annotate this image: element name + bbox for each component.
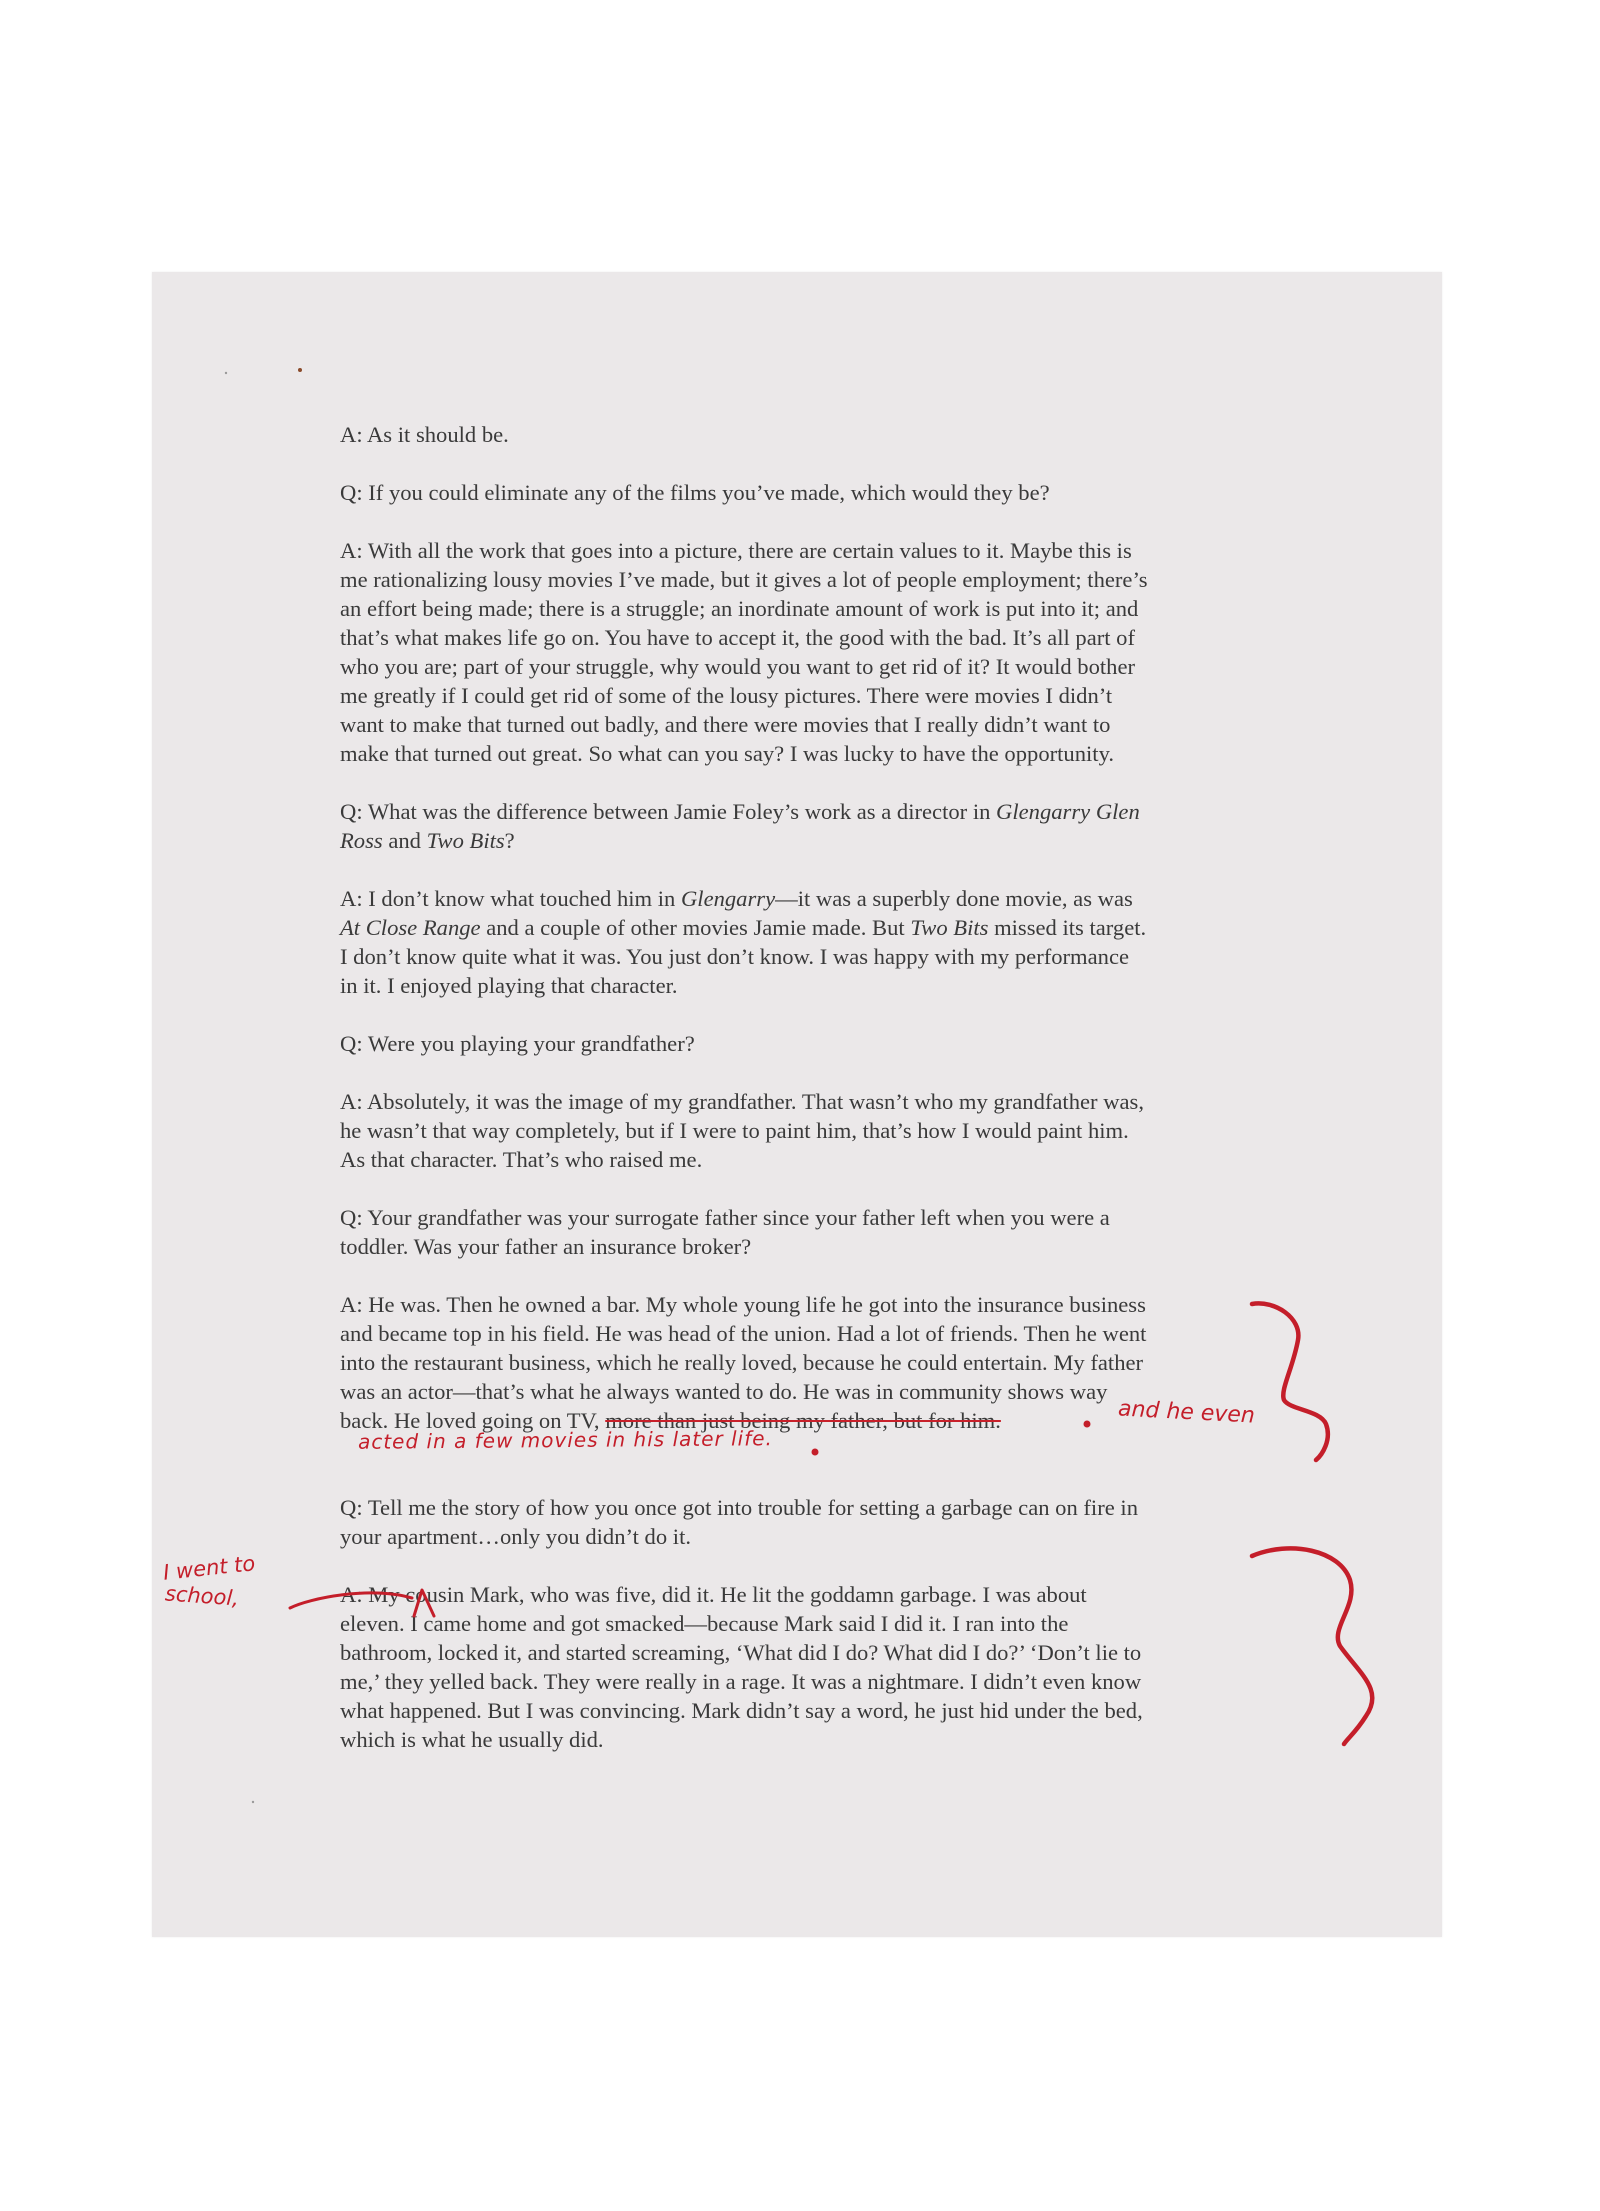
film-title: At Close Range [340, 915, 481, 940]
struck-through-text: more than just being my father, but for him. [605, 1408, 1001, 1433]
text-line [340, 826, 1270, 855]
text-line: make that turned out great. So what can you say? I was lucky to have the opportunity. [340, 741, 1115, 766]
text-line: A: He was. Then he owned a bar. My whole young life he got into the insurance business [340, 1292, 1146, 1317]
text-line: Q: Tell me the story of how you once got into trouble for setting a garbage can on fire in [340, 1495, 1138, 1520]
text-line: your apartment…only you didn’t do it. [340, 1524, 691, 1549]
text-line: which is what he usually did. [340, 1727, 604, 1752]
text-line: was an actor—that’s what he always wanted to do. He was in community shows way [340, 1379, 1108, 1404]
text-line: he wasn’t that way completely, but if I were to paint him, that’s how I would paint him. [340, 1118, 1129, 1143]
text-run: A: I don’t know what touched him in [340, 886, 681, 911]
handwritten-margin-note-line-2: school, [164, 1581, 240, 1611]
text-line: who you are; part of your struggle, why would you want to get rid of it? It would bother [340, 654, 1136, 679]
text-run: and [382, 828, 427, 853]
question-paragraph-3 [340, 1029, 1270, 1058]
film-title: Glengarry Glen [996, 799, 1140, 824]
text-run: ? [504, 828, 515, 853]
text-line: A: Absolutely, it was the image of my grandfather. That wasn’t who my grandfather was, [340, 1089, 1144, 1114]
text-line: me rationalizing lousy movies I’ve made, but it gives a lot of people employment; there’s [340, 567, 1148, 592]
question-paragraph-2 [340, 797, 1270, 855]
text-run: —it was a superbly done movie, as was [775, 886, 1133, 911]
text-line [340, 913, 1270, 942]
text-line: an effort being made; there is a struggle; an inordinate amount of work is put into it; and [340, 596, 1139, 621]
question-paragraph-4 [340, 1203, 1270, 1261]
text-line: in it. I enjoyed playing that character. [340, 973, 678, 998]
text-line: Q: If you could eliminate any of the films you’ve made, which would they be? [340, 480, 1050, 505]
text-run: and a couple of other movies Jamie made. But [480, 915, 911, 940]
text-line: and became top in his field. He was head of the union. Had a lot of friends. Then he went [340, 1321, 1147, 1346]
text-run: back. He loved going on TV, [340, 1408, 606, 1433]
text-line: As that character. That’s who raised me. [340, 1147, 703, 1172]
answer-paragraph-6 [340, 1580, 1270, 1754]
film-title: Two Bits [910, 915, 989, 940]
text-line: A: With all the work that goes into a picture, there are certain values to it. Maybe this is [340, 538, 1132, 563]
film-title: Two Bits [426, 828, 505, 853]
text-line: that’s what makes life go on. You have to accept it, the good with the bad. It’s all part of [340, 625, 1136, 650]
text-line: A: As it should be. [340, 422, 509, 447]
text-line: me,’ they yelled back. They were really in a rage. It was a nightmare. I didn’t even know [340, 1669, 1142, 1694]
question-paragraph-5 [340, 1493, 1270, 1551]
text-line [340, 884, 1270, 913]
text-line: bathroom, locked it, and started screaming, ‘What did I do? What did I do?’ ‘Don’t lie to [340, 1640, 1142, 1665]
text-line: Q: Were you playing your grandfather? [340, 1031, 695, 1056]
handwritten-insert-line-2: acted in a few movies in his later life. [357, 1426, 773, 1454]
text-line: eleven. I came home and got smacked—because Mark said I did it. I ran into the [340, 1611, 1069, 1636]
interview-transcript [340, 420, 1270, 1783]
text-line: toddler. Was your father an insurance broker? [340, 1234, 752, 1259]
handwritten-margin-note-line-1: I went to [161, 1551, 257, 1585]
film-title: Glengarry [680, 886, 776, 911]
text-line: I don’t know quite what it was. You just don’t know. I was happy with my performance [340, 944, 1130, 969]
text-line: want to make that turned out badly, and there were movies that I really didn’t want to [340, 712, 1111, 737]
answer-paragraph-1 [340, 420, 1270, 449]
handwritten-insert-line-1: and he even [1117, 1396, 1256, 1429]
text-run: Q: What was the difference between Jamie Foley’s work as a director in [340, 799, 997, 824]
text-run: missed its target. [988, 915, 1147, 940]
question-paragraph-1 [340, 478, 1270, 507]
text-line: into the restaurant business, which he really loved, because he could entertain. My father [340, 1350, 1144, 1375]
text-line: A: My cousin Mark, who was five, did it. He lit the goddamn garbage. I was about [340, 1582, 1087, 1607]
text-line [340, 797, 1270, 826]
answer-paragraph-4 [340, 1087, 1270, 1174]
text-line: me greatly if I could get rid of some of the lousy pictures. There were movies I didn’t [340, 683, 1113, 708]
film-title: Ross [340, 828, 383, 853]
answer-paragraph-3 [340, 884, 1270, 1000]
text-line: what happened. But I was convincing. Mark didn’t say a word, he just hid under the bed, [340, 1698, 1143, 1723]
answer-paragraph-2 [340, 536, 1270, 768]
text-line: Q: Your grandfather was your surrogate father since your father left when you were a [340, 1205, 1110, 1230]
